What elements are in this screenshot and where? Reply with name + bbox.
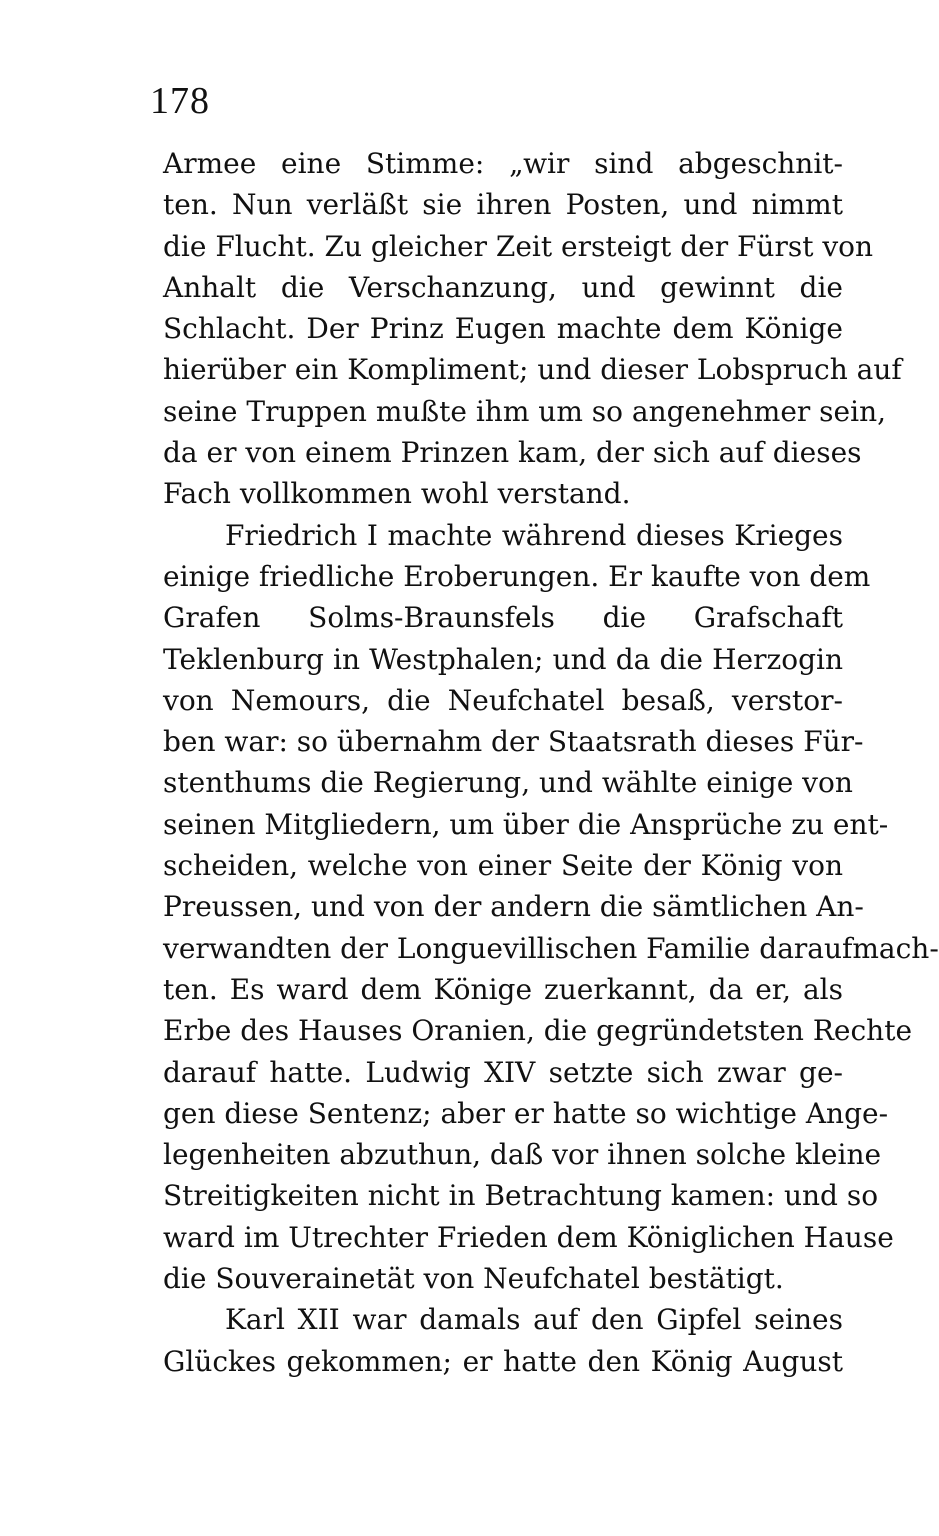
text-line: legenheiten abzuthun, daß vor ihnen solche kleine <box>163 1138 882 1172</box>
text-line: die Souverainetät von Neufchatel bestätigt. <box>163 1262 784 1296</box>
text-line: Teklenburg in Westphalen; und da die Herzogin <box>163 642 843 676</box>
text-line: Glückes gekommen; er hatte den König August <box>163 1344 843 1378</box>
text-line: Grafen Solms-Braunsfels die Grafschaft <box>163 601 843 635</box>
body-text <box>163 143 939 1382</box>
text-line: Streitigkeiten nicht in Betrachtung kamen: und so <box>163 1179 879 1213</box>
text-line: Anhalt die Verschanzung, und gewinnt die <box>163 270 843 304</box>
text-line: da er von einem Prinzen kam, der sich auf dieses <box>163 436 862 470</box>
text-line: ward im Utrechter Frieden dem Königlichen Hause <box>163 1220 894 1254</box>
text-line: hierüber ein Kompliment; und dieser Lobspruch auf <box>163 353 902 387</box>
paragraph-start-line: Friedrich I machte während dieses Krieges <box>225 518 843 552</box>
text-line: seine Truppen mußte ihm um so angenehmer sein, <box>163 394 886 428</box>
text-line: einige friedliche Eroberungen. Er kaufte von dem <box>163 559 871 593</box>
text-line: ben war: so übernahm der Staatsrath dieses Für- <box>163 725 864 759</box>
text-line: Fach vollkommen wohl verstand. <box>163 477 631 511</box>
text-line: die Flucht. Zu gleicher Zeit ersteigt der Fürst von <box>163 229 874 263</box>
text-line: scheiden, welche von einer Seite der König von <box>163 849 843 883</box>
text-line: ten. Es ward dem Könige zuerkannt, da er, als <box>163 972 843 1006</box>
text-line: seinen Mitgliedern, um über die Ansprüche zu ent- <box>163 807 889 841</box>
text-line: Erbe des Hauses Oranien, die gegründetsten Rechte <box>163 1014 913 1048</box>
text-line: Schlacht. Der Prinz Eugen machte dem Könige <box>163 312 843 346</box>
text-line: ten. Nun verläßt sie ihren Posten, und nimmt <box>163 188 843 222</box>
text-line: verwandten der Longuevillischen Familie daraufmach- <box>163 931 939 965</box>
text-line: von Nemours, die Neufchatel besaß, verstor- <box>163 683 843 717</box>
page-number: 178 <box>150 80 210 122</box>
text-line: stenthums die Regierung, und wählte einige von <box>163 766 853 800</box>
text-line: Armee eine Stimme: „wir sind abgeschnit- <box>163 147 843 180</box>
text-line: gen diese Sentenz; aber er hatte so wichtige Ange- <box>163 1096 889 1130</box>
text-line: darauf hatte. Ludwig XIV setzte sich zwar ge- <box>163 1055 843 1089</box>
text-line: Preussen, und von der andern die sämtlichen An- <box>163 890 864 924</box>
paragraph-start-line: Karl XII war damals auf den Gipfel seines <box>225 1303 843 1337</box>
